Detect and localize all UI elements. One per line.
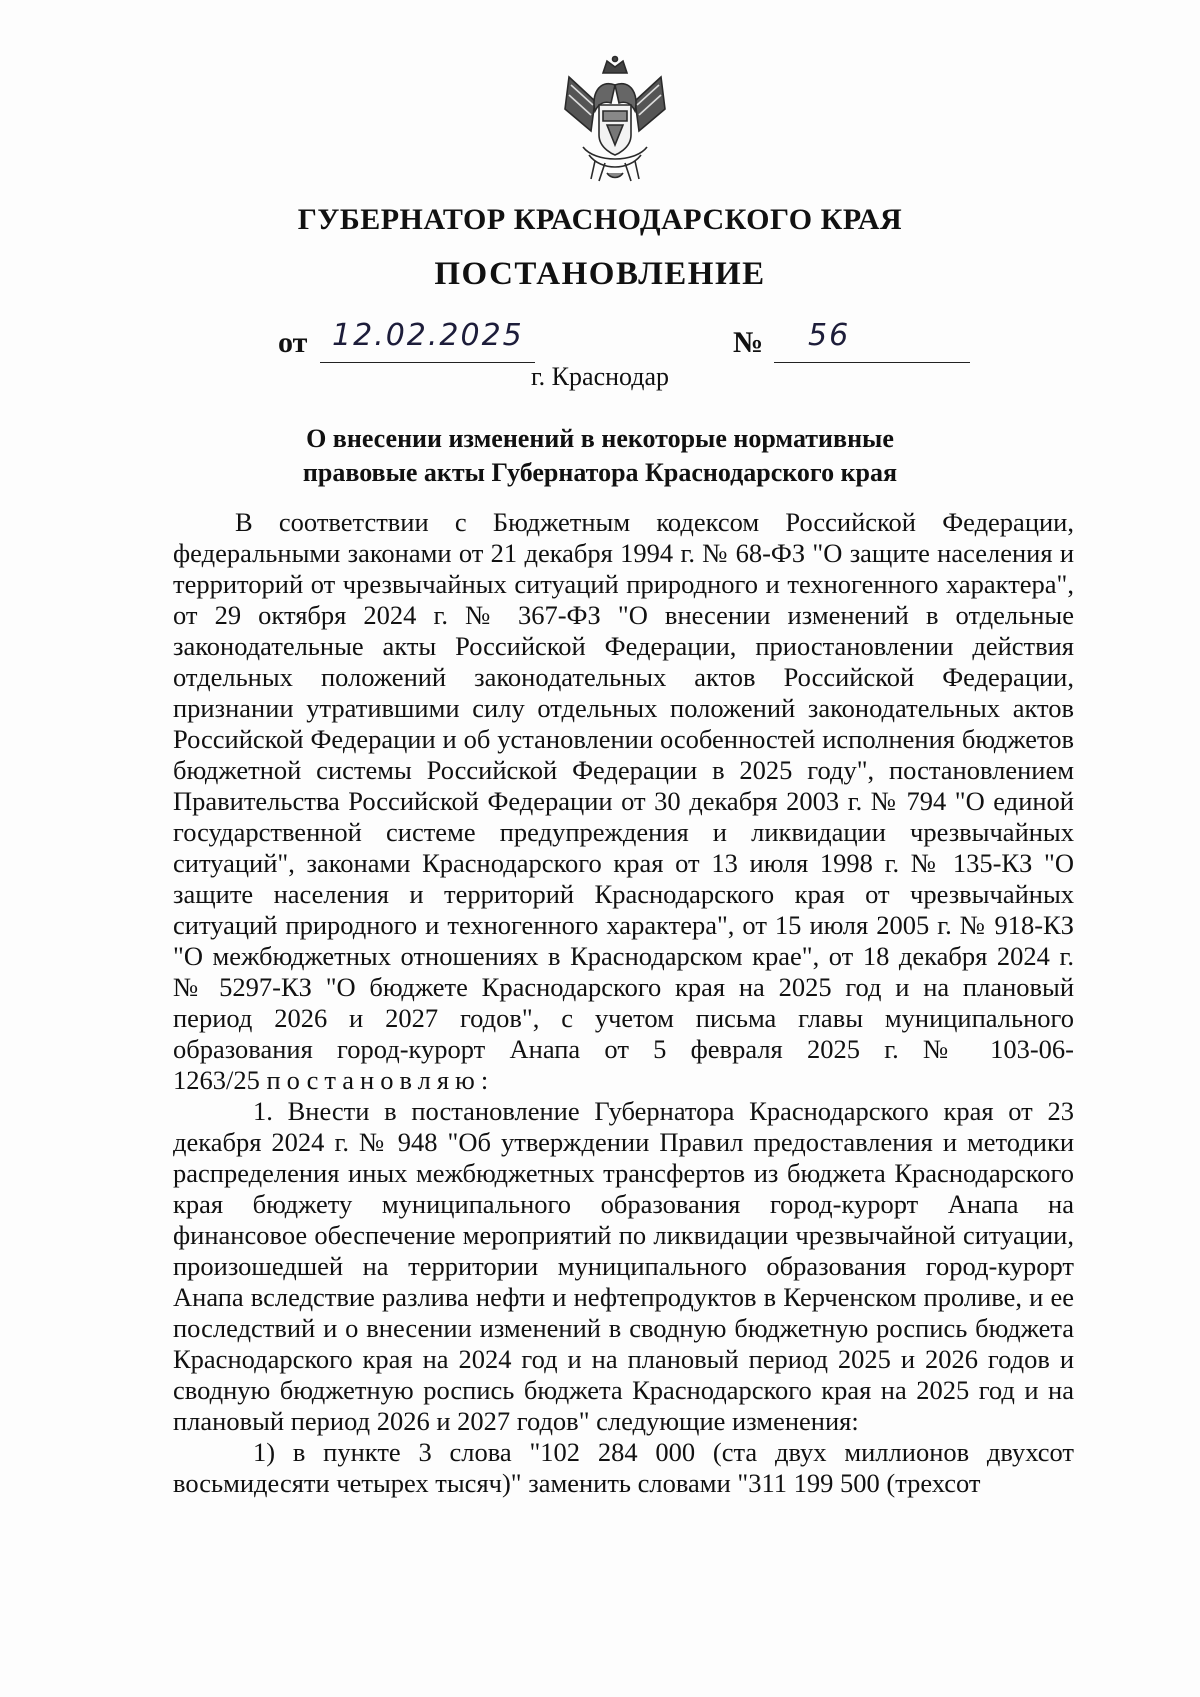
handwritten-date: 12.02.2025 xyxy=(332,318,524,353)
document-body xyxy=(173,507,1074,1499)
date-prefix: от xyxy=(278,326,308,359)
title-line-1: О внесении изменений в некоторые нормативные xyxy=(306,424,894,453)
coat-of-arms-icon xyxy=(555,55,675,185)
date-number-row xyxy=(278,318,1028,358)
handwritten-number: 56 xyxy=(808,318,851,353)
title-line-2: правовые акты Губернатора Краснодарского края xyxy=(302,458,898,487)
preamble-text: В соответствии с Бюджетным кодексом Российской Федерации, федеральными законами от 21 декабря 1994 г. № 68-ФЗ "О защите населения и территорий от чрезвычайных ситуаций природного и техногенного характера", от 29 октября 2024 г. № 367-ФЗ "О внесении изменений в отдельные законодательные акты Российской Федерации, приостановлении действия отдельных положений законодательных актов Российской Федерации, признании утратившими силу отдельных положений законодательных актов Российской Федерации и об установлении особенностей исполнения бюджетов бюджетной системы Российской Федерации в 2025 году", постановлением Правительства Российской Федерации от 30 декабря 2003 г. № 794 "О единой государственной системе предупреждения и ликвидации чрезвычайных ситуаций", законами Краснодарского края от 13 июля 1998 г. № 135-КЗ "О защите населения и территорий Краснодарского края от чрезвычайных ситуаций природного и техногенного характера", от 15 июля 2005 г. № 918-КЗ "О межбюджетных отношениях в Краснодарском крае", от 18 декабря 2024 г. № 5297-КЗ "О бюджете Краснодарского края на 2025 год и на плановый период 2026 и 2027 годов", с учетом письма главы муниципального образования город-курорт Анапа от 5 февраля 2025 г. № 103-06-1263/25 xyxy=(173,507,1074,1095)
subitem-1-paragraph: 1) в пункте 3 слова "102 284 000 (ста двух миллионов двухсот восьмидесяти четырех тысяч)" заменить словами "311 199 500 (трехсот xyxy=(173,1437,1074,1498)
resolve-word: постановляю: xyxy=(266,1065,495,1095)
item-1-paragraph: 1. Внести в постановление Губернатора Краснодарского края от 23 декабря 2024 г. № 948 "Об утверждении Правил предоставления и методики распределения иных межбюджетных трансфертов из бюджета Краснодарского края бюджету муниципального образования город-курорт Анапа на финансовое обеспечение мероприятий по ликвидации чрезвычайной ситуации, произошедшей на территории муниципального образования город-курорт Анапа вследствие разлива нефти и нефтепродуктов в Керченском проливе, и ее последствий и о внесении изменений в сводную бюджетную роспись бюджета Краснодарского края на 2024 год и на плановый период 2025 и 2026 годов и сводную бюджетную роспись бюджета Краснодарского края на 2025 год и на плановый период 2026 и 2027 годов" следующие изменения: xyxy=(173,1096,1074,1436)
document-title xyxy=(230,422,970,490)
place-of-issue: г. Краснодар xyxy=(530,362,670,391)
preamble-paragraph xyxy=(173,507,1074,1096)
number-prefix: № xyxy=(733,326,764,359)
issuing-authority: ГУБЕРНАТОР КРАСНОДАРСКОГО КРАЯ xyxy=(297,203,903,236)
document-type: ПОСТАНОВЛЕНИЕ xyxy=(434,256,766,292)
